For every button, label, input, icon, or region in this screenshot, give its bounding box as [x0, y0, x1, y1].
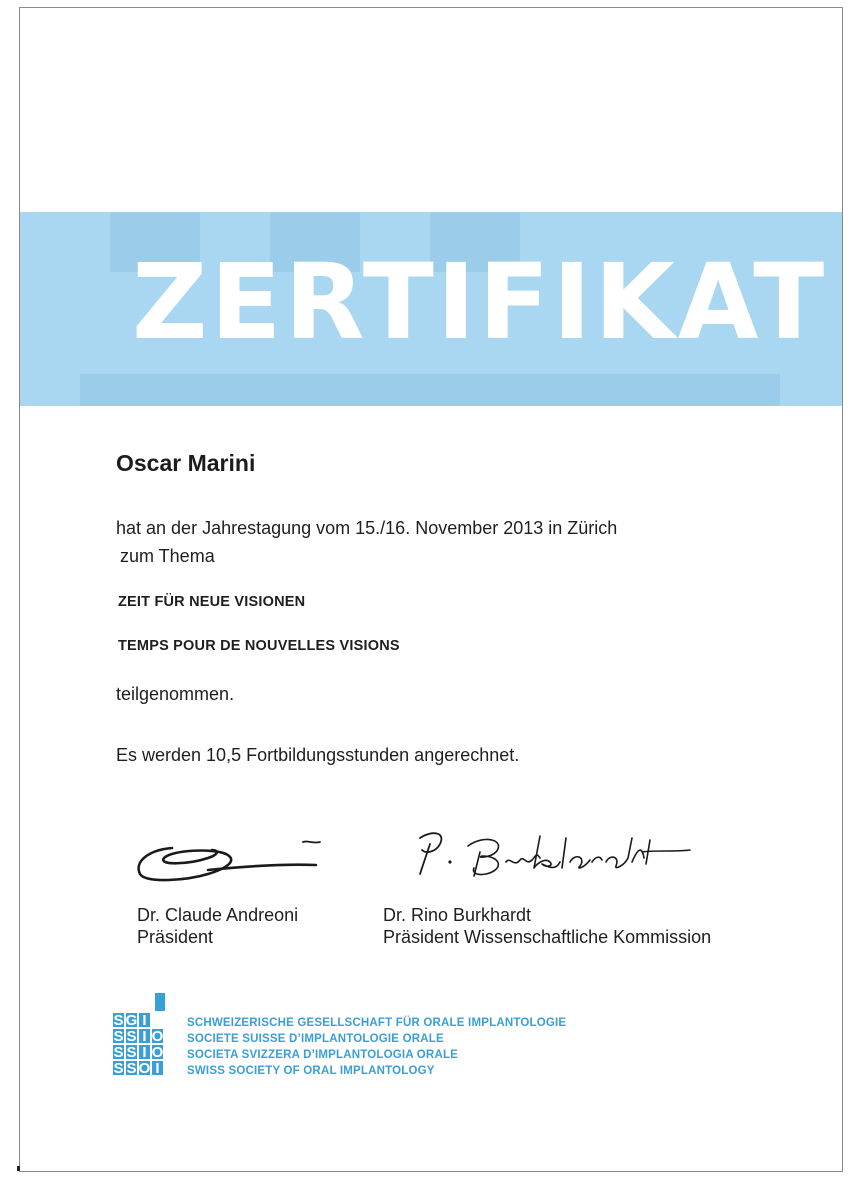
org-name-fr: SOCIETE SUISSE D’IMPLANTOLOGIE ORALE — [187, 1033, 444, 1045]
title-banner — [20, 212, 842, 406]
event-description: hat an der Jahrestagung vom 15./16. November 2013 in Zürich — [116, 518, 618, 538]
svg-text:I: I — [142, 1028, 147, 1045]
topic-intro: zum Thema — [120, 546, 215, 566]
banner-watermark-strip — [80, 374, 780, 406]
commission-signature — [410, 822, 700, 892]
signatory-president — [137, 904, 298, 948]
svg-text:O: O — [151, 1044, 164, 1061]
svg-text:S: S — [126, 1028, 137, 1045]
org-name-en: SWISS SOCIETY OF ORAL IMPLANTOLOGY — [187, 1065, 435, 1077]
organization-names — [187, 1015, 566, 1079]
signatory-role: Präsident — [137, 927, 214, 947]
participation-text: teilgenommen. — [116, 684, 235, 704]
svg-text:S: S — [113, 1012, 124, 1029]
svg-text:S: S — [113, 1044, 124, 1061]
svg-text:S: S — [113, 1028, 124, 1045]
signatory-name: Dr. Claude Andreoni — [137, 905, 299, 925]
signatory-role: Präsident Wissenschaftliche Kommission — [383, 927, 712, 947]
scan-edge-mark — [17, 1166, 20, 1171]
svg-text:I: I — [142, 1044, 147, 1061]
recipient-name: Oscar Marini — [116, 450, 256, 476]
org-name-it: SOCIETA SVIZZERA D’IMPLANTOLOGIA ORALE — [187, 1049, 459, 1061]
svg-text:I: I — [142, 1012, 147, 1029]
svg-text:I: I — [155, 1060, 160, 1077]
president-signature — [128, 820, 328, 890]
signatory-commission — [383, 904, 711, 948]
svg-text:O: O — [138, 1060, 151, 1077]
certificate-title: ZERTIFIKAT — [132, 241, 828, 363]
svg-text:S: S — [126, 1060, 137, 1077]
signatory-name: Dr. Rino Burkhardt — [383, 905, 532, 925]
hours-credited-text: Es werden 10,5 Fortbildungsstunden angerechnet. — [116, 745, 520, 765]
topic-french: TEMPS POUR DE NOUVELLES VISIONS — [118, 638, 400, 654]
svg-text:G: G — [125, 1012, 138, 1029]
svg-text:S: S — [113, 1060, 124, 1077]
topic-german: ZEIT FÜR NEUE VISIONEN — [118, 594, 306, 610]
svg-text:O: O — [151, 1028, 164, 1045]
svg-text:S: S — [126, 1044, 137, 1061]
org-name-de: SCHWEIZERISCHE GESELLSCHAFT FÜR ORALE IMPLANTOLOGIE — [187, 1017, 567, 1029]
sgi-ssio-logo — [113, 993, 169, 1077]
